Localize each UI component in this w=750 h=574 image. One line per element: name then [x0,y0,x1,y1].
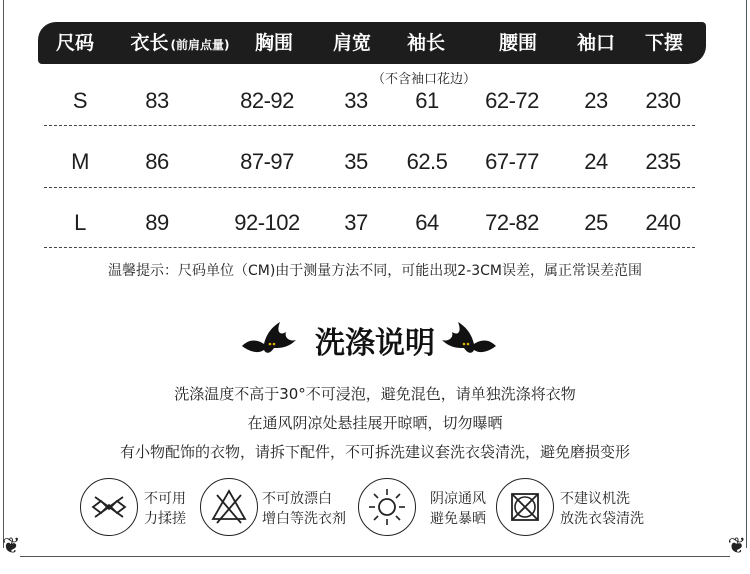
row-divider [44,187,695,188]
header-hem: 下摆 [644,32,683,54]
table-row [42,194,696,252]
cell-length: 86 [145,149,169,174]
no-wring-icon [80,478,138,536]
header-sleeve: 袖长 [406,32,445,54]
cell-shoulder: 33 [344,88,368,113]
cell-waist: 67-77 [485,149,539,174]
cell-hem: 240 [645,210,681,235]
cell-hem: 230 [645,88,681,113]
cell-size: L [74,210,86,235]
sleeve-note: （不含袖口花边） [372,72,477,87]
cell-size: M [71,149,89,174]
row-divider [44,125,695,126]
row-divider [44,247,695,248]
cell-sleeve: 61 [415,88,439,113]
no-bleach-label: 不可放漂白 增白等洗衣剂 [262,491,346,527]
cell-waist: 62-72 [485,88,539,113]
cell-sleeve: 64 [415,210,439,235]
wash-line-1: 洗涤温度不高于30°不可浸泡，避免混色，请单独洗涤将衣物 [174,385,576,403]
header-chest: 胸围 [254,32,293,54]
cell-sleeve: 62.5 [406,149,448,174]
header-cuff: 袖口 [576,32,615,54]
wash-title: 洗涤说明 [315,326,435,361]
cell-cuff: 25 [584,210,608,235]
cell-chest: 87-97 [240,149,294,174]
header-waist: 腰围 [498,32,537,54]
shade-dry-label: 阴凉通风 避免暴晒 [430,491,486,527]
no-machine-wash-label: 不建议机洗 放洗衣袋清洗 [560,491,644,527]
cell-shoulder: 35 [344,149,368,174]
no-wring-label: 不可用 力揉搓 [144,491,186,527]
header-size: 尺码 [55,32,94,54]
flourish-right-icon: ❦ [727,534,746,559]
size-tip: 温馨提示：尺码单位（CM)由于测量方法不同，可能出现2-3CM误差，属正常误差范围 [107,263,643,279]
cell-chest: 82-92 [240,88,294,113]
bat-right-icon [440,318,498,358]
cell-chest: 92-102 [234,210,300,235]
no-machine-wash-icon [496,478,554,536]
table-row [42,72,696,130]
size-table-header [38,22,706,64]
cell-length: 83 [145,88,169,113]
frame-bottom-line [20,556,730,557]
cell-waist: 72-82 [485,210,539,235]
wash-line-3: 有小物配饰的衣物，请拆下配件，不可拆洗建议套洗衣袋清洗，避免磨损变形 [119,443,630,461]
shade-dry-icon [358,478,416,536]
cell-size: S [72,88,88,113]
cell-length: 89 [145,210,169,235]
cell-shoulder: 37 [344,210,368,235]
header-length: 衣长 (前肩点量) [130,32,230,54]
header-shoulder: 肩宽 [332,32,371,54]
cell-cuff: 23 [584,88,608,113]
cell-cuff: 24 [584,149,608,174]
flourish-left-icon: ❦ [2,534,21,559]
wash-line-2: 在通风阴凉处悬挂展开晾晒，切勿曝晒 [247,414,503,432]
table-row [42,133,696,191]
no-bleach-icon [200,478,258,536]
cell-hem: 235 [645,149,681,174]
